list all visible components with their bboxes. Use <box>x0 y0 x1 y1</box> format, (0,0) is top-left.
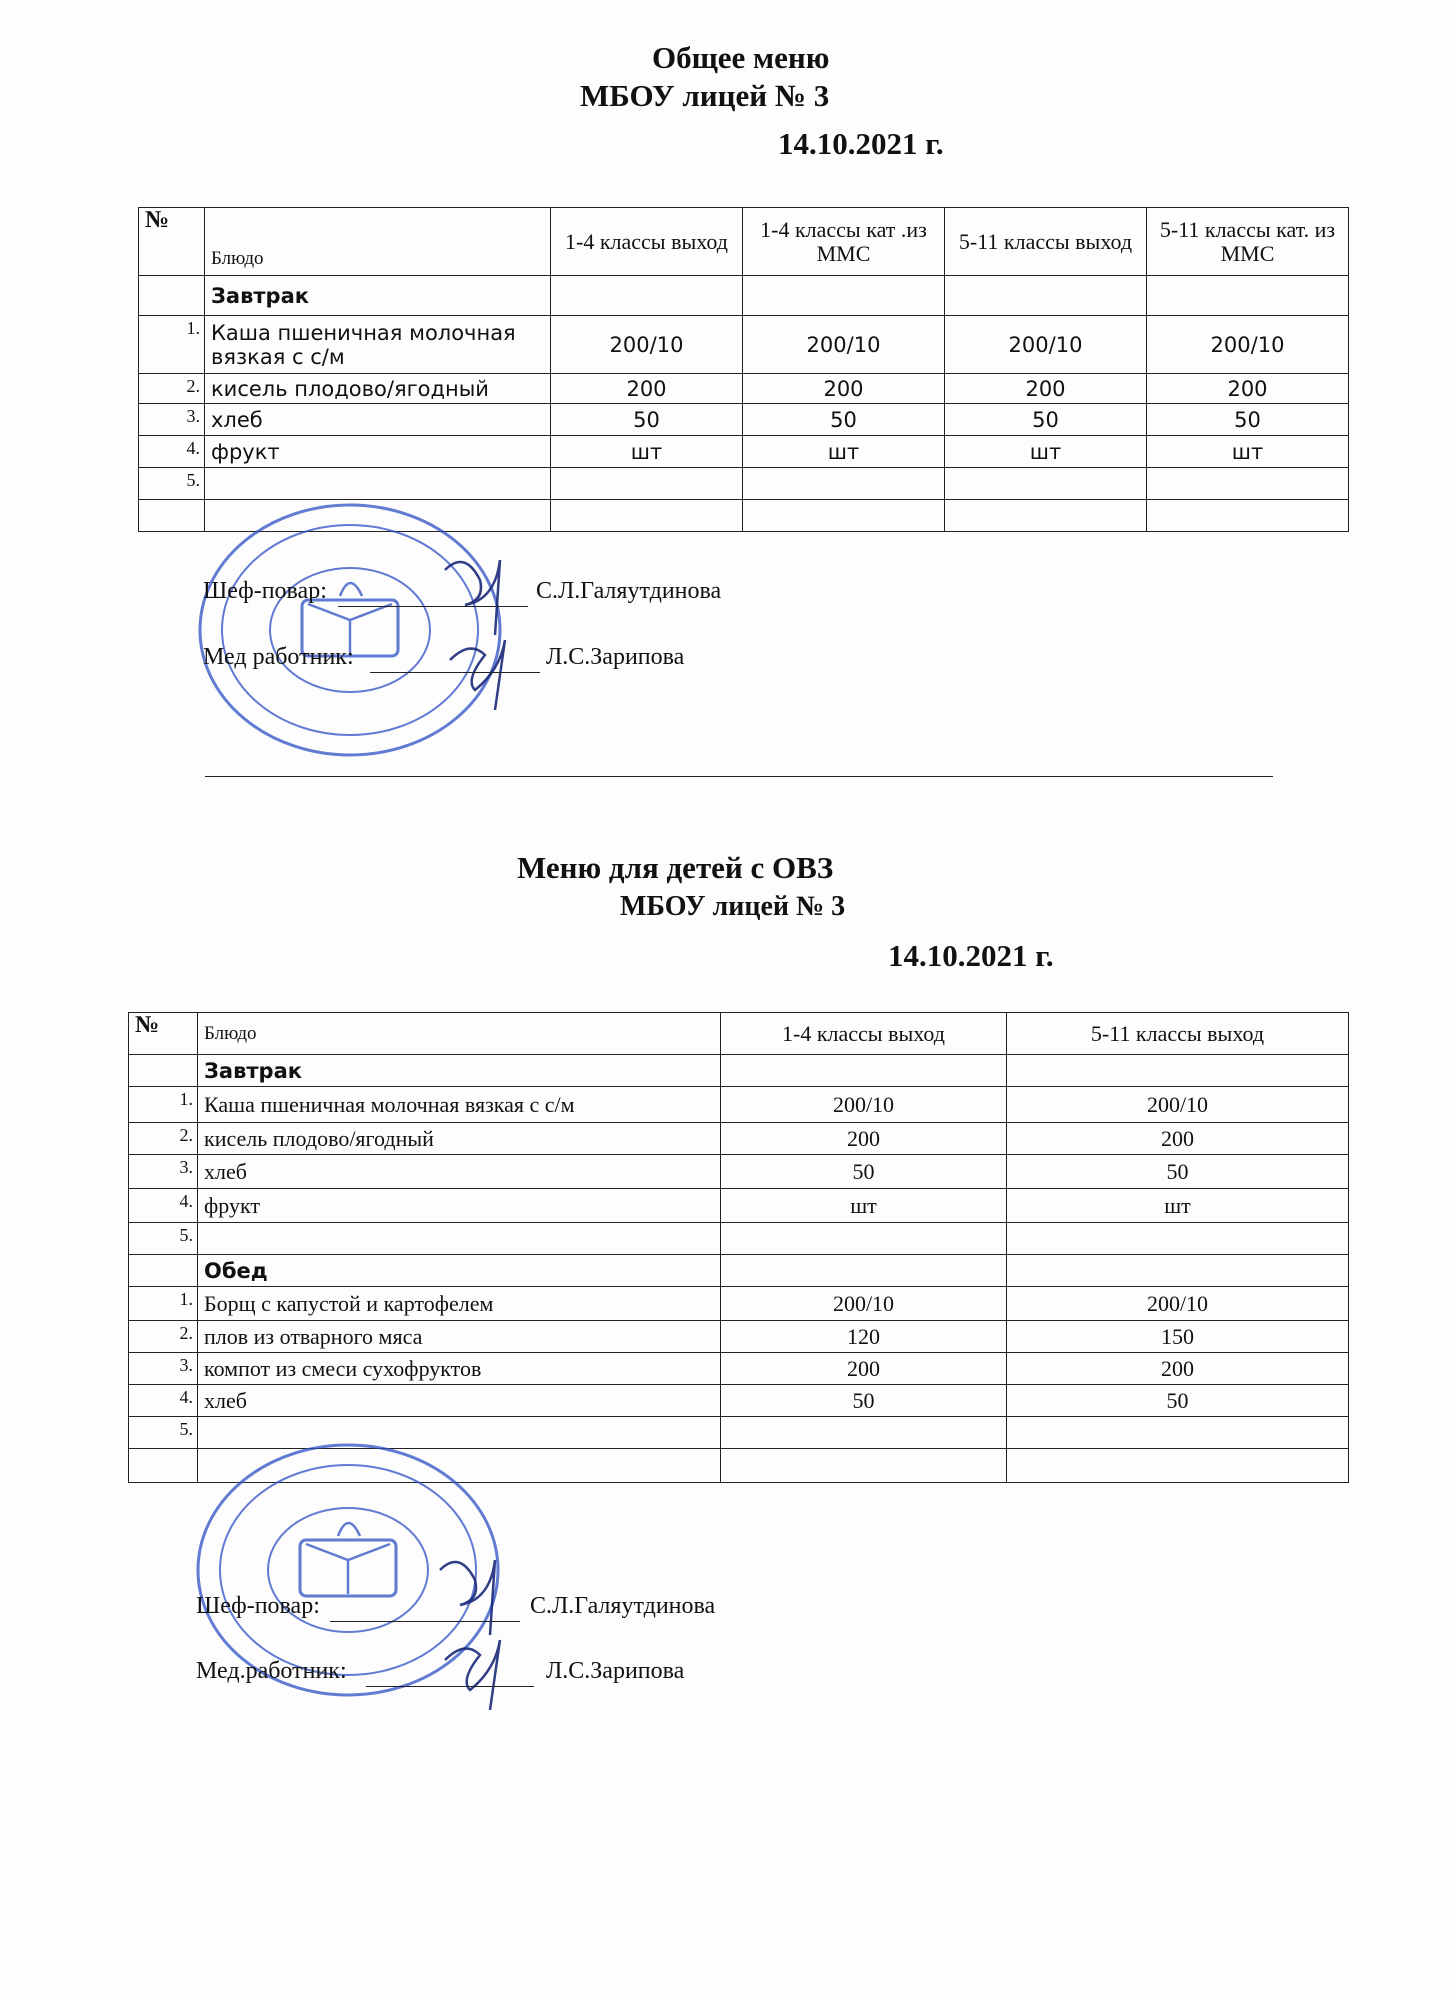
dish-name: фрукт <box>205 436 551 468</box>
row-number: 3. <box>129 1155 198 1189</box>
doc2-chef-name: С.Л.Галяутдинова <box>530 1593 716 1619</box>
cell-c2: 50 <box>743 404 945 436</box>
row-number: 1. <box>129 1287 198 1321</box>
doc2-chef-sign-line <box>330 1621 520 1622</box>
row-number: 2. <box>139 374 205 404</box>
cell-c3: шт <box>945 436 1147 468</box>
doc1-chef-label: Шеф-повар: <box>203 578 327 604</box>
cell-c1: 120 <box>721 1321 1007 1353</box>
cell-c2: 200/10 <box>1007 1087 1349 1123</box>
doc1-title: Общее меню <box>652 40 830 75</box>
cell-c1: 200/10 <box>721 1287 1007 1321</box>
doc1-school: МБОУ лицей № 3 <box>580 78 830 113</box>
row-number: 3. <box>129 1353 198 1385</box>
cell-c1: 200/10 <box>721 1087 1007 1123</box>
doc2-section1-label: Завтрак <box>198 1055 721 1087</box>
cell-c1: шт <box>551 436 743 468</box>
cell-c2: 50 <box>1007 1155 1349 1189</box>
dish-name: плов из отварного мяса <box>198 1321 721 1353</box>
doc2-header-c1: 1-4 классы выход <box>721 1013 1007 1055</box>
row-number: 5. <box>129 1223 198 1255</box>
cell-c4: 200 <box>1147 374 1349 404</box>
doc1-med-name: Л.С.Зарипова <box>546 644 685 670</box>
doc1-header-c3: 5-11 классы выход <box>945 208 1147 276</box>
doc2-med-sign-line <box>366 1686 534 1687</box>
doc1-section-label: Завтрак <box>205 276 551 316</box>
table-row <box>139 374 1349 404</box>
row-number: 3. <box>139 404 205 436</box>
cell-c4: 200/10 <box>1147 316 1349 374</box>
dish-name: Каша пшеничная молочная вязкая с с/м <box>198 1087 721 1123</box>
doc1-header-row <box>139 208 1349 276</box>
doc1-header-c4: 5-11 классы кат. из ММС <box>1147 208 1349 276</box>
table-row <box>139 436 1349 468</box>
cell-c3: 50 <box>945 404 1147 436</box>
dish-name: хлеб <box>198 1155 721 1189</box>
row-number: 4. <box>129 1385 198 1417</box>
dish-name: компот из смеси сухофруктов <box>198 1353 721 1385</box>
dish-name <box>198 1223 721 1255</box>
table-row <box>129 1353 1349 1385</box>
cell-c4: шт <box>1147 436 1349 468</box>
table-row <box>129 1087 1349 1123</box>
cell-c3: 200 <box>945 374 1147 404</box>
cell-c1: 200 <box>721 1353 1007 1385</box>
cell-c2: 200 <box>1007 1123 1349 1155</box>
cell-c1: 50 <box>551 404 743 436</box>
dish-name: хлеб <box>205 404 551 436</box>
table-row <box>139 316 1349 374</box>
cell-c1: 200 <box>551 374 743 404</box>
table-row <box>129 1321 1349 1353</box>
table-row <box>139 468 1349 500</box>
row-number: 1. <box>139 316 205 374</box>
doc2-school: МБОУ лицей № 3 <box>620 891 846 922</box>
signature-scribble-2 <box>420 1540 530 1710</box>
dish-name: хлеб <box>198 1385 721 1417</box>
section-divider <box>205 776 1273 777</box>
cell-c2: шт <box>743 436 945 468</box>
cell-c2: шт <box>1007 1189 1349 1223</box>
table-row <box>129 1385 1349 1417</box>
cell-c2: 200 <box>743 374 945 404</box>
cell-c2: 50 <box>1007 1385 1349 1417</box>
doc2-header-c2: 5-11 классы выход <box>1007 1013 1349 1055</box>
doc2-header-num: № <box>129 1013 198 1055</box>
cell-c1: 50 <box>721 1385 1007 1417</box>
cell-c1: 200 <box>721 1123 1007 1155</box>
cell-c4: 50 <box>1147 404 1349 436</box>
doc2-header-row <box>129 1013 1349 1055</box>
table-row <box>129 1155 1349 1189</box>
row-number: 4. <box>139 436 205 468</box>
doc2-med-name: Л.С.Зарипова <box>546 1658 685 1684</box>
doc2-section2-label: Обед <box>198 1255 721 1287</box>
row-number: 4. <box>129 1189 198 1223</box>
dish-name <box>205 468 551 500</box>
table-row <box>129 1287 1349 1321</box>
doc2-chef-label: Шеф-повар: <box>196 1593 320 1619</box>
dish-name: Борщ с капустой и картофелем <box>198 1287 721 1321</box>
doc2-title: Меню для детей с ОВЗ <box>517 850 834 885</box>
doc1-header-num: № <box>139 208 205 276</box>
cell-c3: 200/10 <box>945 316 1147 374</box>
doc1-header-c2: 1-4 классы кат .из ММС <box>743 208 945 276</box>
cell-c2: 200/10 <box>1007 1287 1349 1321</box>
dish-name: Каша пшеничная молочная вязкая с с/м <box>205 316 551 374</box>
cell-c2: 200/10 <box>743 316 945 374</box>
row-number: 1. <box>129 1087 198 1123</box>
doc1-date: 14.10.2021 г. <box>778 126 944 161</box>
table-row <box>129 1223 1349 1255</box>
doc1-header-dish: Блюдо <box>205 208 551 276</box>
cell-c1: 50 <box>721 1155 1007 1189</box>
cell-c1: 200/10 <box>551 316 743 374</box>
table-row <box>129 1189 1349 1223</box>
doc1-chef-sign-line <box>338 606 528 607</box>
doc1-med-sign-line <box>370 672 540 673</box>
doc2-med-label: Мед.работник: <box>196 1658 347 1684</box>
dish-name: кисель плодово/ягодный <box>205 374 551 404</box>
cell-c2: 200 <box>1007 1353 1349 1385</box>
doc1-header-c1: 1-4 классы выход <box>551 208 743 276</box>
doc2-section-row-2 <box>129 1255 1349 1287</box>
doc1-med-label: Мед работник: <box>203 644 354 670</box>
doc1-menu-table <box>138 207 1349 532</box>
row-number: 2. <box>129 1123 198 1155</box>
doc2-section-row-1 <box>129 1055 1349 1087</box>
doc2-menu-table <box>128 1012 1349 1483</box>
doc2-header-dish: Блюдо <box>198 1013 721 1055</box>
doc2-date: 14.10.2021 г. <box>888 938 1054 973</box>
doc1-chef-name: С.Л.Галяутдинова <box>536 578 722 604</box>
row-number: 5. <box>139 468 205 500</box>
doc1-section-row <box>139 276 1349 316</box>
signature-scribble-1 <box>425 540 535 710</box>
cell-c1: шт <box>721 1189 1007 1223</box>
dish-name: кисель плодово/ягодный <box>198 1123 721 1155</box>
row-number: 5. <box>129 1417 198 1449</box>
dish-name: фрукт <box>198 1189 721 1223</box>
cell-c2: 150 <box>1007 1321 1349 1353</box>
table-row <box>129 1123 1349 1155</box>
row-number: 2. <box>129 1321 198 1353</box>
table-row <box>139 404 1349 436</box>
